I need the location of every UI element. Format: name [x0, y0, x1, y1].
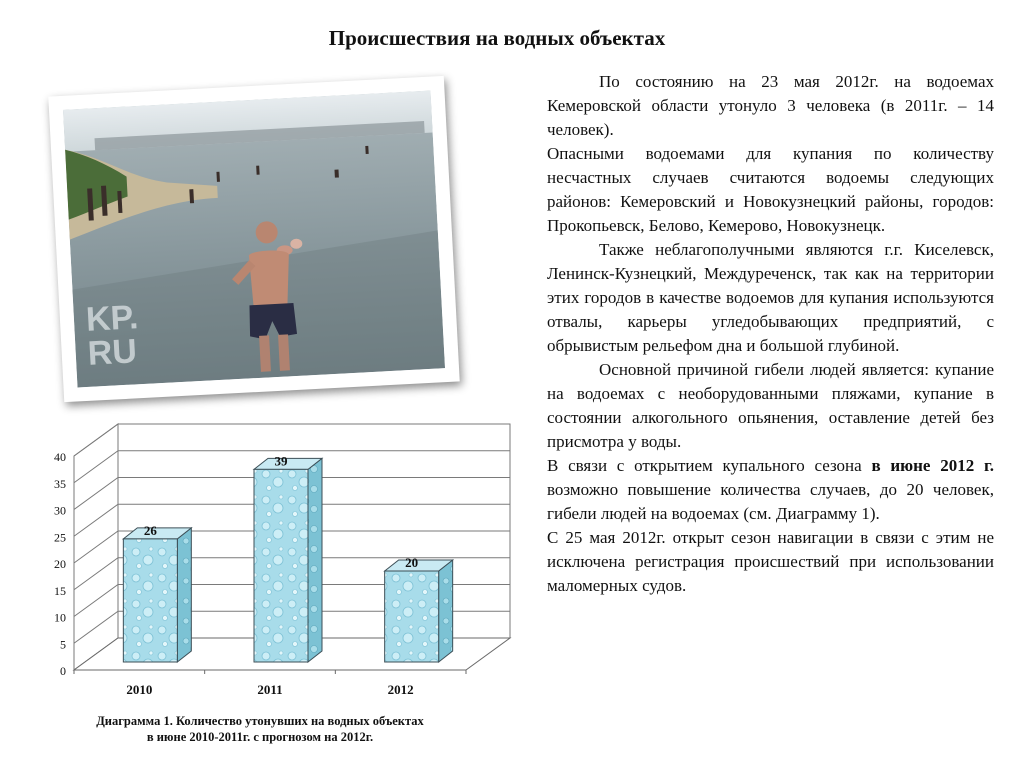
beach-photo-image: [63, 91, 445, 388]
bar-value-label: 26: [143, 522, 157, 538]
bar-side: [439, 560, 453, 662]
paragraph-5: [547, 454, 994, 526]
paragraph-1: По состоянию на 23 мая 2012г. на водоемах Кемеровской области утонуло 3 человека (в 2011г. – 14 человек).: [547, 72, 994, 139]
chart-caption-line2: в июне 2010-2011г. с прогнозом на 2012г.: [146, 730, 374, 744]
article-text: [547, 70, 994, 598]
bar-value-label: 20: [405, 555, 419, 570]
paragraph-4: Основной причиной гибели людей является: купание на водоемах с необорудованными пляжами, купание в состоянии алкогольного опьянения, оставление детей без присмотра у воды.: [547, 360, 994, 451]
y-tick-label: 0: [60, 664, 66, 678]
bar-front: [385, 571, 439, 662]
bar-2012: [385, 555, 453, 662]
y-tick-label: 5: [60, 637, 66, 652]
y-tick-label: 15: [54, 583, 66, 598]
paragraph-5-bold: в июне 2012 г.: [871, 456, 994, 475]
beach-photo: [48, 76, 459, 402]
bar-front: [254, 469, 308, 662]
bar-side: [308, 458, 322, 662]
y-tick-label: 20: [54, 557, 66, 571]
x-tick-label: 2012: [387, 682, 414, 697]
y-tick-label: 30: [54, 503, 66, 518]
paragraph-2: Опасными водоемами для купания по количеству несчастных случаев считаются водоемы следующих районов: Кемеровский и Новокузнецкий районы, городов: Прокопьевск, Белово, Кемерово, Новокузнецк.: [547, 144, 994, 235]
y-tick-label: 40: [54, 450, 66, 464]
drowning-bar-chart: [0, 415, 520, 705]
y-tick-label: 35: [54, 476, 66, 491]
paragraph-5-end: возможно повышение количества случаев, до 20 человек, гибели людей на водоемах (см. Диаграмму 1).: [547, 480, 994, 523]
chart-caption-line1: Диаграмма 1. Количество утонувших на водных объектах: [96, 714, 424, 728]
page-title: Происшествия на водных объектах: [328, 26, 666, 50]
x-tick-label: 2010: [126, 682, 153, 697]
bar-front: [123, 539, 177, 662]
bar-2010: [123, 523, 191, 662]
y-tick-label: 10: [54, 610, 66, 625]
bar-value-label: 39: [274, 453, 288, 469]
watermark-line2: RU: [86, 332, 138, 373]
chart-caption: [40, 713, 480, 745]
paragraph-5-start: В связи с открытием купального сезона: [547, 456, 872, 475]
paragraph-6: С 25 мая 2012г. открыт сезон навигации в связи с этим не исключена регистрация происшествий при использовании маломерных судов.: [547, 528, 994, 595]
bar-side: [177, 528, 191, 662]
y-tick-label: 25: [54, 530, 66, 545]
bar-2011: [254, 453, 322, 662]
x-tick-label: 2011: [257, 682, 283, 697]
paragraph-3: Также неблагополучными являются г.г. Киселевск, Ленинск-Кузнецкий, Междуреченск, так как на территории этих городов в качестве водоемов для купания используются отвалы, карьеры угледобывающих предприятий, с обрывистым рельефом дна и большой глубиной.: [547, 240, 994, 355]
watermark-line1: KP.: [85, 298, 140, 339]
